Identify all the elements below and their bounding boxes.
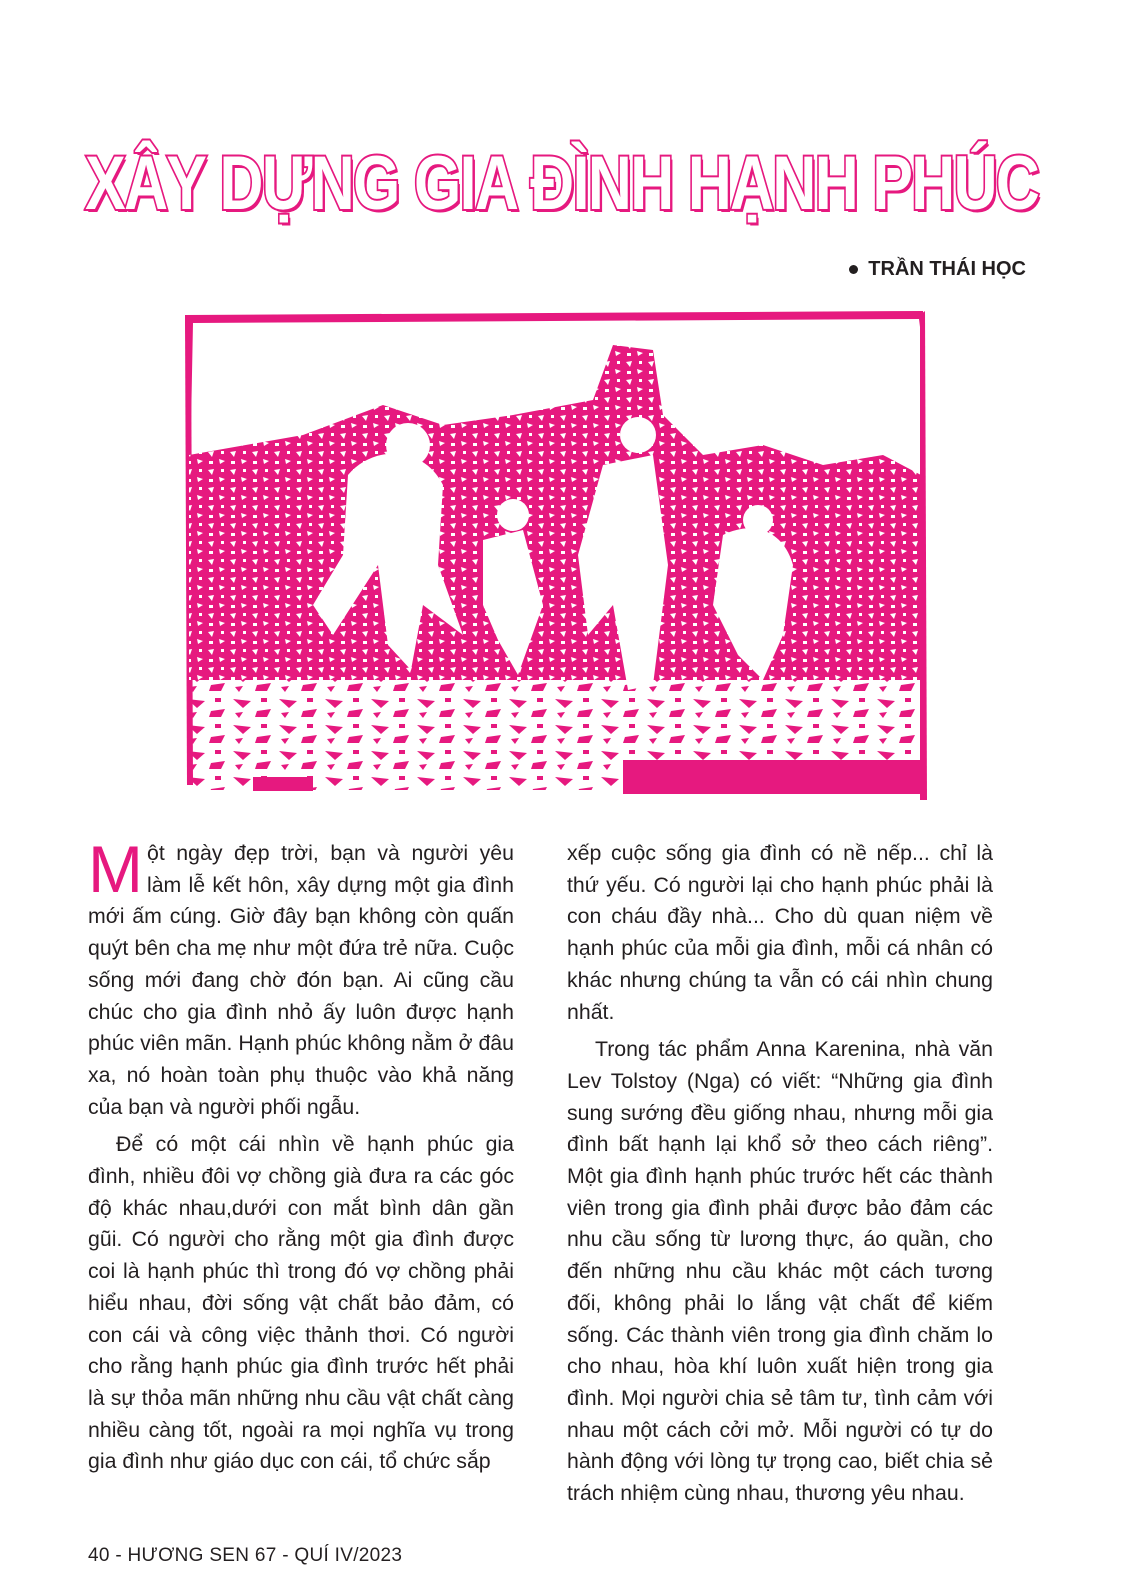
page-footer: 40 - HƯƠNG SEN 67 - QUÍ IV/2023: [88, 1545, 403, 1566]
article-column-2: [567, 838, 993, 1516]
article-title: [60, 128, 1063, 238]
paragraph-1: [88, 832, 514, 1123]
bullet-icon: [849, 265, 858, 274]
paragraph-3: Trong tác phẩm Anna Karenina, nhà văn Lev Tolstoy (Nga) có viết: “Những gia đình sung sướng đều giống nhau, nhưng mỗi gia đình bất hạnh lại khổ sở theo cách riêng”. Một gia đình hạnh phúc trước hết các thành viên trong gia đình phải được bảo đảm các nhu cầu sống từ lương thực, áo quần, cho đến những nhu cầu khác một cách tương đối, không phải lo lắng vật chất để kiếm sống. Các thành viên trong gia đình chăm lo cho nhau, hòa khí luôn xuất hiện trong gia đình. Mọi người chia sẻ tâm tư, tình cảm với nhau một cách cởi mở. Mỗi người có tự do hành động với lòng tự trọng cao, biết chia sẻ trách nhiệm cùng nhau, thương yêu nhau.: [567, 1037, 993, 1506]
article-photo: [183, 305, 928, 803]
family-running-image: [183, 305, 928, 803]
article-column-1: [88, 832, 514, 1484]
author-name: TRẦN THÁI HỌC: [868, 258, 1026, 280]
paragraph-1-text: ột ngày đẹp trời, bạn và người yêu làm lễ kết hôn, xây dựng một gia đình mới ấm cúng. Giờ đây bạn không còn quấn quýt bên cha mẹ như một đứa trẻ nữa. Cuộc sống mới đang chờ đón bạn. Ai cũng cầu chúc cho gia đình nhỏ ấy luôn được hạnh phúc viên mãn. Hạnh phúc không nằm ở đâu xa, nó hoàn toàn phụ thuộc vào khả năng của bạn và người phối ngẫu.: [88, 841, 514, 1119]
paragraph-2: Để có một cái nhìn về hạnh phúc gia đình, nhiều đôi vợ chồng già đưa ra các góc độ khác nhau,dưới con mắt bình dân gần gũi. Có người cho rằng một gia đình được coi là hạnh phúc thì trong đó vợ chồng phải hiểu nhau, đời sống vật chất bảo đảm, có con cái và công việc thảnh thơi. Có người cho rằng hạnh phúc gia đình trước hết phải là sự thỏa mãn những nhu cầu vật chất càng nhiều càng tốt, ngoài ra mọi nghĩa vụ trong gia đình như giáo dục con cái, tổ chức sắp: [88, 1132, 514, 1474]
article-title-text: XÂY DỰNG GIA ĐÌNH HẠNH PHÚC: [84, 140, 1039, 226]
drop-cap: M: [88, 832, 143, 906]
paragraph-2-continued: xếp cuộc sống gia đình có nề nếp... chỉ là thứ yếu. Có người lại cho hạnh phúc phải là con cháu đầy nhà... Cho dù quan niệm về hạnh phúc của mỗi gia đình, mỗi cá nhân có khác nhưng chúng ta vẫn có cái nhìn chung nhất.: [567, 841, 993, 1024]
byline: [849, 258, 1026, 281]
